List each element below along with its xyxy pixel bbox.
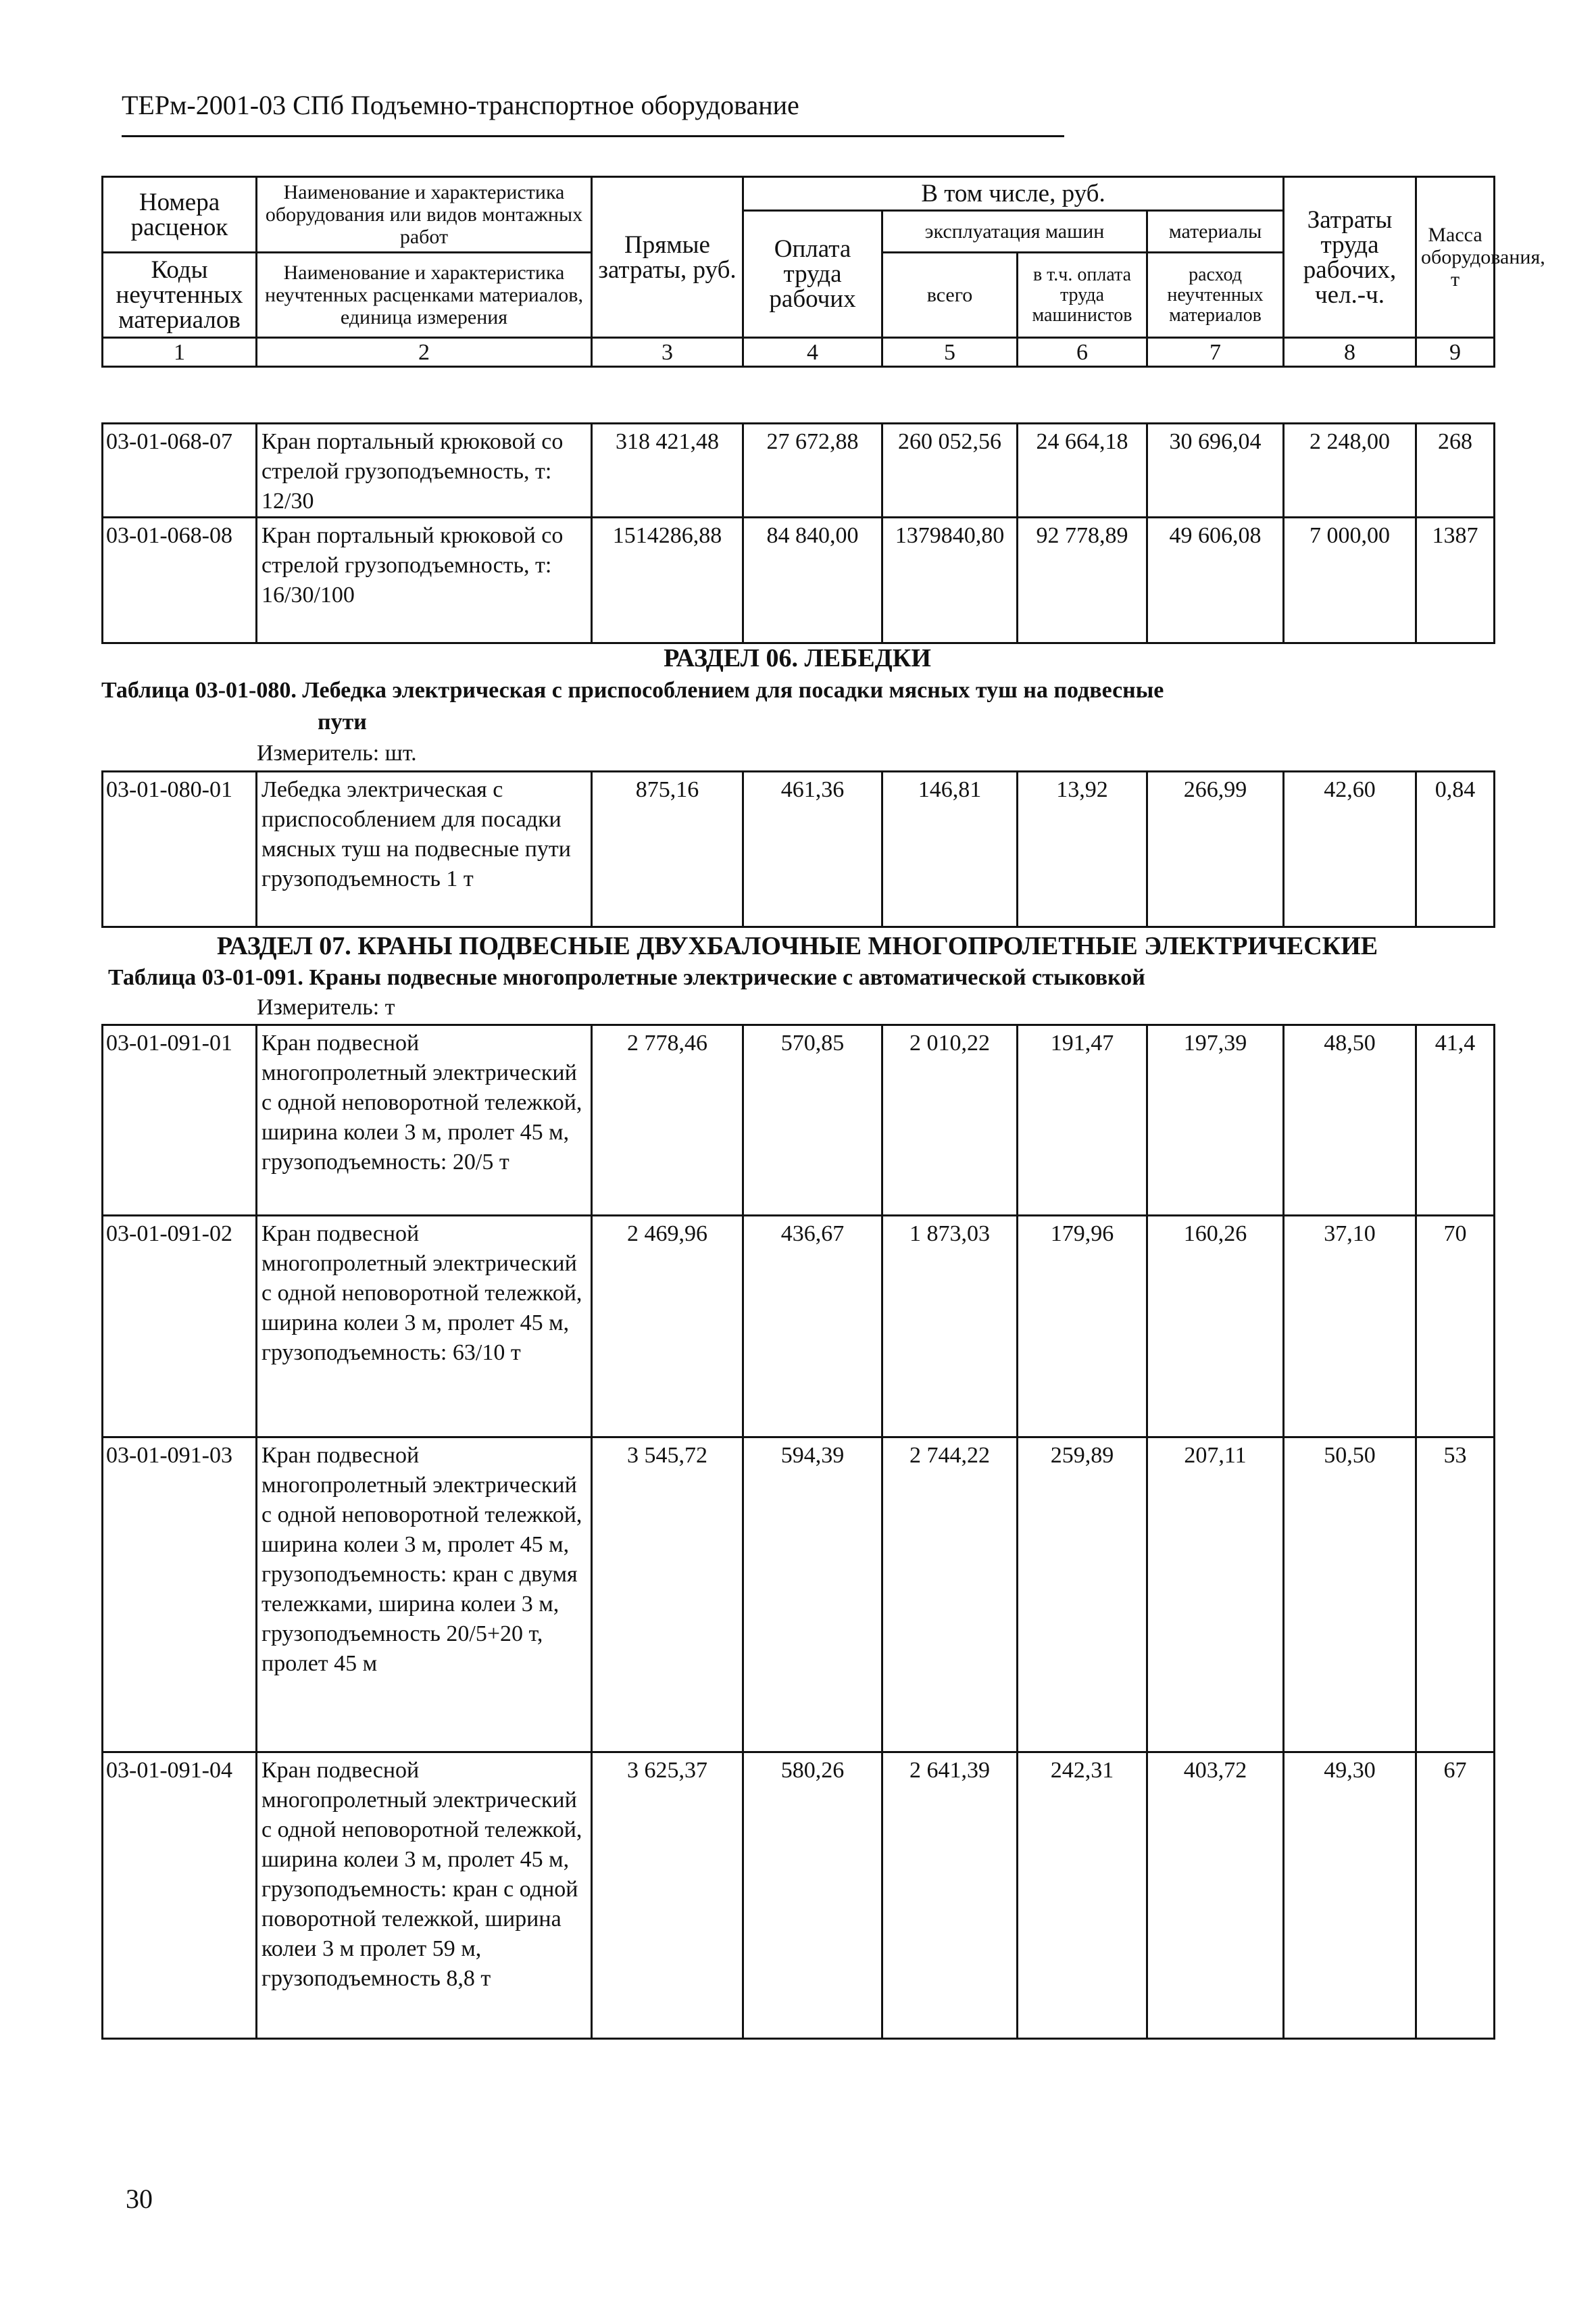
col9-header: Масса оборудования, т bbox=[1416, 177, 1495, 338]
item-name: Кран портальный крюковой со стрелой грузоподъемность, т: 12/30 bbox=[257, 424, 592, 518]
rate-code: 03-01-091-01 bbox=[103, 1025, 257, 1216]
col5-header: всего bbox=[882, 253, 1018, 338]
col8-header: Затраты труда рабочих, чел.-ч. bbox=[1284, 177, 1416, 338]
table-row bbox=[103, 1216, 1495, 1437]
col7-header: расход неучтенных материалов bbox=[1147, 253, 1284, 338]
labor-pay: 27 672,88 bbox=[743, 424, 882, 518]
labor-pay: 436,67 bbox=[743, 1216, 882, 1437]
equipment-mass: 70 bbox=[1416, 1216, 1495, 1437]
labor-hours: 42,60 bbox=[1284, 772, 1416, 927]
col-number: 6 bbox=[1018, 338, 1147, 367]
table-row bbox=[103, 518, 1495, 643]
materials-cost: 30 696,04 bbox=[1147, 424, 1284, 518]
labor-hours: 37,10 bbox=[1284, 1216, 1416, 1437]
col3-header: Прямые затраты, руб. bbox=[592, 177, 743, 338]
materials-header: материалы bbox=[1147, 211, 1284, 253]
direct-cost: 3 625,37 bbox=[592, 1752, 743, 2039]
equipment-mass: 1387 bbox=[1416, 518, 1495, 643]
machines-header: эксплуатация машин bbox=[882, 211, 1147, 253]
operators-pay: 13,92 bbox=[1018, 772, 1147, 927]
operators-pay: 259,89 bbox=[1018, 1437, 1147, 1752]
operators-pay: 92 778,89 bbox=[1018, 518, 1147, 643]
col-number: 3 bbox=[592, 338, 743, 367]
col-number: 7 bbox=[1147, 338, 1284, 367]
col1-bottom-header: Коды неучтенных материалов bbox=[103, 253, 257, 338]
equipment-mass: 67 bbox=[1416, 1752, 1495, 2039]
rate-code: 03-01-068-08 bbox=[103, 518, 257, 643]
table-080-title-cont: пути bbox=[318, 710, 367, 735]
item-name: Кран подвесной многопролетный электрический с одной неповоротной тележкой, ширина колеи 3 м, пролет 45 м, грузоподъемность: 20/5 т bbox=[257, 1025, 592, 1216]
materials-cost: 207,11 bbox=[1147, 1437, 1284, 1752]
machines-total: 2 641,39 bbox=[882, 1752, 1018, 2039]
operators-pay: 24 664,18 bbox=[1018, 424, 1147, 518]
unit-label-091: Измеритель: т bbox=[257, 995, 395, 1020]
item-name: Кран подвесной многопролетный электрический с одной неповоротной тележкой, ширина колеи 3 м, пролет 45 м, грузоподъемность: 63/10 т bbox=[257, 1216, 592, 1437]
equipment-mass: 41,4 bbox=[1416, 1025, 1495, 1216]
col-number: 4 bbox=[743, 338, 882, 367]
item-name: Лебедка электрическая с приспособлением для посадки мясных туш на подвесные пути грузоподъемность 1 т bbox=[257, 772, 592, 927]
incl-header: В том числе, руб. bbox=[743, 177, 1284, 211]
labor-pay: 580,26 bbox=[743, 1752, 882, 2039]
labor-hours: 2 248,00 bbox=[1284, 424, 1416, 518]
machines-total: 146,81 bbox=[882, 772, 1018, 927]
machines-total: 260 052,56 bbox=[882, 424, 1018, 518]
col2-bottom-header: Наименование и характеристика неучтенных расценками материалов, единица измерения bbox=[257, 253, 592, 338]
materials-cost: 160,26 bbox=[1147, 1216, 1284, 1437]
rate-code: 03-01-091-03 bbox=[103, 1437, 257, 1752]
overhead-crane-table bbox=[101, 1024, 1495, 2040]
equipment-mass: 268 bbox=[1416, 424, 1495, 518]
direct-cost: 318 421,48 bbox=[592, 424, 743, 518]
direct-cost: 3 545,72 bbox=[592, 1437, 743, 1752]
labor-pay: 461,36 bbox=[743, 772, 882, 927]
direct-cost: 875,16 bbox=[592, 772, 743, 927]
equipment-mass: 53 bbox=[1416, 1437, 1495, 1752]
operators-pay: 179,96 bbox=[1018, 1216, 1147, 1437]
rate-code: 03-01-080-01 bbox=[103, 772, 257, 927]
col-number: 5 bbox=[882, 338, 1018, 367]
operators-pay: 242,31 bbox=[1018, 1752, 1147, 2039]
direct-cost: 2 469,96 bbox=[592, 1216, 743, 1437]
operators-pay: 191,47 bbox=[1018, 1025, 1147, 1216]
table-row bbox=[103, 1752, 1495, 2039]
rate-code: 03-01-091-02 bbox=[103, 1216, 257, 1437]
col1-top-header: Номера расценок bbox=[103, 177, 257, 253]
item-name: Кран подвесной многопролетный электрический с одной неповоротной тележкой, ширина колеи 3 м, пролет 45 м, грузоподъемность: кран с двумя тележками, ширина колеи 3 м, грузоподъемность 20/5+20 т, пролет 45 м bbox=[257, 1437, 592, 1752]
item-name: Кран портальный крюковой со стрелой грузоподъемность, т: 16/30/100 bbox=[257, 518, 592, 643]
labor-hours: 49,30 bbox=[1284, 1752, 1416, 2039]
materials-cost: 49 606,08 bbox=[1147, 518, 1284, 643]
rate-code: 03-01-091-04 bbox=[103, 1752, 257, 2039]
machines-total: 2 010,22 bbox=[882, 1025, 1018, 1216]
col-number: 2 bbox=[257, 338, 592, 367]
table-091-title: Таблица 03-01-091. Краны подвесные многопролетные электрические с автоматической стыковкой bbox=[108, 965, 1145, 990]
machines-total: 1379840,80 bbox=[882, 518, 1018, 643]
header-rule bbox=[122, 135, 1064, 137]
col4-header: Оплата труда рабочих bbox=[743, 211, 882, 338]
labor-pay: 84 840,00 bbox=[743, 518, 882, 643]
page-header: ТЕРм-2001-03 СПб Подъемно-транспортное оборудование bbox=[122, 90, 799, 120]
table-row bbox=[103, 1025, 1495, 1216]
labor-pay: 570,85 bbox=[743, 1025, 882, 1216]
machines-total: 2 744,22 bbox=[882, 1437, 1018, 1752]
table-row bbox=[103, 772, 1495, 927]
direct-cost: 1514286,88 bbox=[592, 518, 743, 643]
direct-cost: 2 778,46 bbox=[592, 1025, 743, 1216]
labor-hours: 7 000,00 bbox=[1284, 518, 1416, 643]
rate-code: 03-01-068-07 bbox=[103, 424, 257, 518]
portal-crane-table bbox=[101, 422, 1495, 644]
page-number: 30 bbox=[126, 2184, 153, 2214]
table-row bbox=[103, 1437, 1495, 1752]
table-row bbox=[103, 424, 1495, 518]
equipment-mass: 0,84 bbox=[1416, 772, 1495, 927]
materials-cost: 403,72 bbox=[1147, 1752, 1284, 2039]
labor-hours: 50,50 bbox=[1284, 1437, 1416, 1752]
unit-label-080: Измеритель: шт. bbox=[257, 741, 417, 766]
machines-total: 1 873,03 bbox=[882, 1216, 1018, 1437]
table-080-title: Таблица 03-01-080. Лебедка электрическая с приспособлением для посадки мясных туш на подвесные bbox=[101, 678, 1164, 703]
col6-header: в т.ч. оплата труда машинистов bbox=[1018, 253, 1147, 338]
col-number: 9 bbox=[1416, 338, 1495, 367]
labor-hours: 48,50 bbox=[1284, 1025, 1416, 1216]
materials-cost: 197,39 bbox=[1147, 1025, 1284, 1216]
winch-table bbox=[101, 770, 1495, 928]
col2-top-header: Наименование и характеристика оборудования или видов монтажных работ bbox=[257, 177, 592, 253]
labor-pay: 594,39 bbox=[743, 1437, 882, 1752]
section-07-title: РАЗДЕЛ 07. КРАНЫ ПОДВЕСНЫЕ ДВУХБАЛОЧНЫЕ МНОГОПРОЛЕТНЫЕ ЭЛЕКТРИЧЕСКИЕ bbox=[216, 932, 1378, 960]
col-number: 1 bbox=[103, 338, 257, 367]
item-name: Кран подвесной многопролетный электрический с одной неповоротной тележкой, ширина колеи 3 м, пролет 45 м, грузоподъемность: кран с одной поворотной тележкой, ширина колеи 3 м пролет 59 м, грузоподъемность 8,8 т bbox=[257, 1752, 592, 2039]
materials-cost: 266,99 bbox=[1147, 772, 1284, 927]
column-header-table bbox=[101, 176, 1545, 368]
section-06-title: РАЗДЕЛ 06. ЛЕБЕДКИ bbox=[664, 644, 931, 672]
col-number: 8 bbox=[1284, 338, 1416, 367]
